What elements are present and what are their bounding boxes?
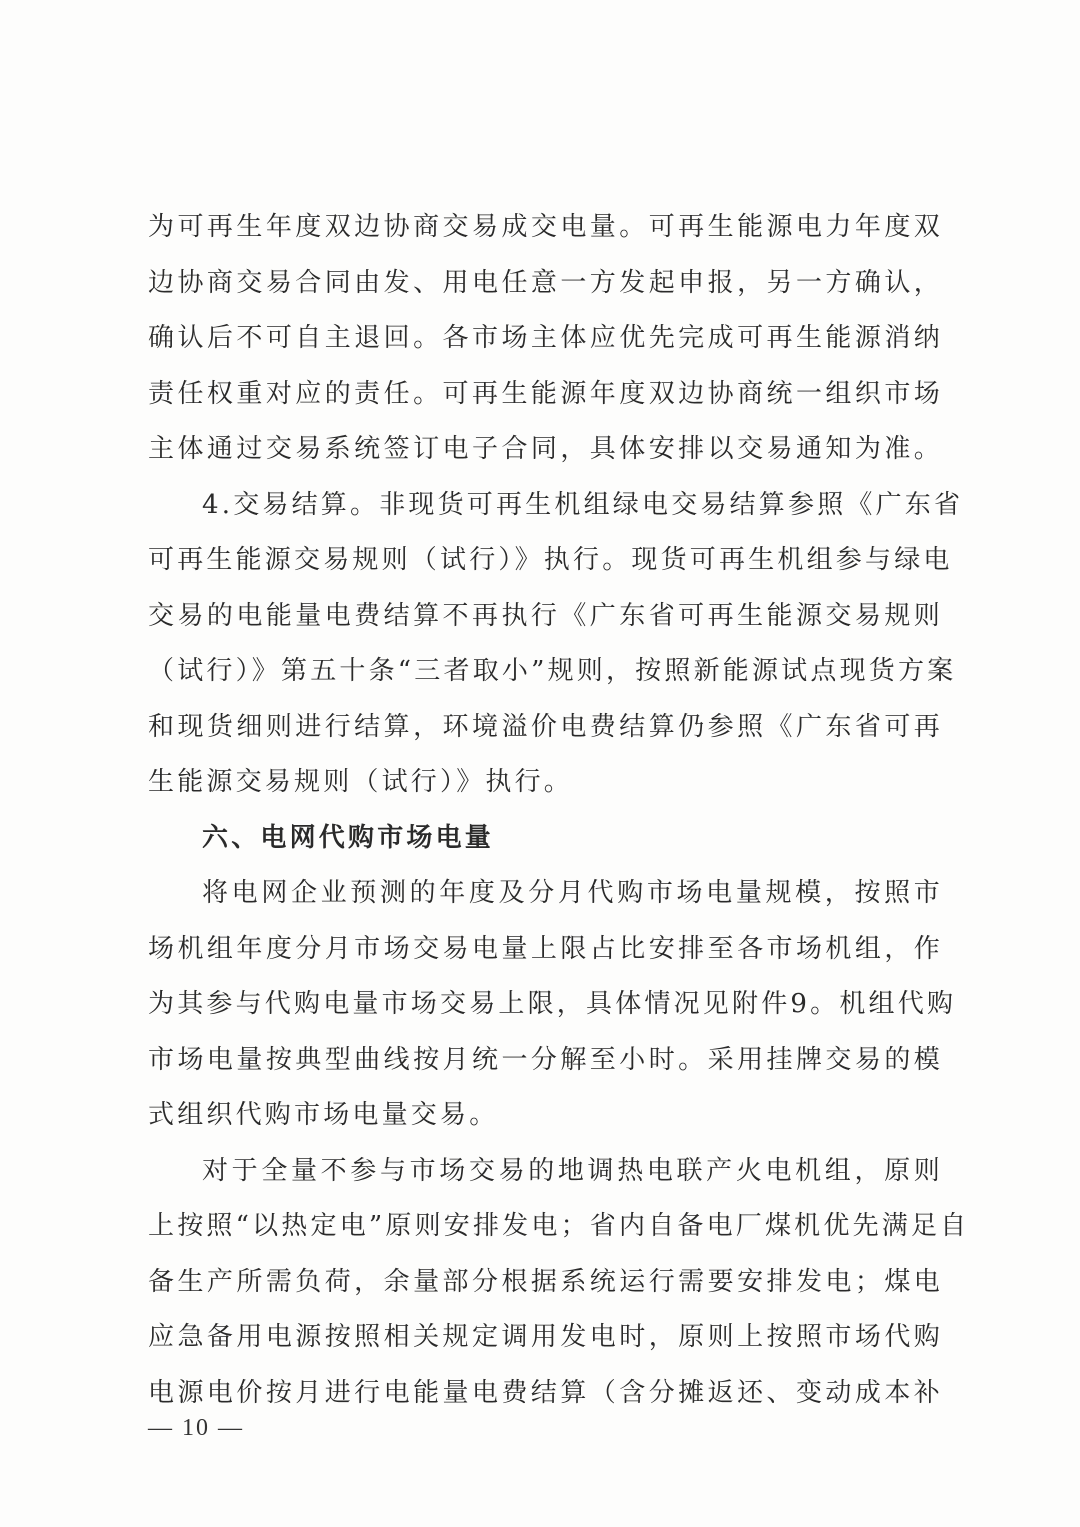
text-line: 责任权重对应的责任。可再生能源年度双边协商统一组织市场 [148,378,943,409]
text-line: 确认后不可自主退回。各市场主体应优先完成可再生能源消纳 [148,323,943,353]
text-line: 备生产所需负荷，余量部分根据系统运行需要安排发电；煤电 [148,1266,943,1297]
text-line: 为其参与代购电量市场交易上限，具体情况见附件9。机组代购 [148,989,957,1019]
section-heading: 六、电网代购市场电量 [202,822,495,853]
text-line: 和现货细则进行结算，环境溢价电费结算仍参照《广东省可再 [148,711,943,742]
text-line: 式组织代购市场电量交易。 [148,1100,499,1130]
text-line: 应急备用电源按照相关规定调用发电时，原则上按照市场代购 [148,1322,943,1352]
text-line: 上按照“以热定电”原则安排发电；省内自备电厂煤机优先满足自 [148,1211,970,1241]
document-page [148,200,970,1421]
text-line: 可再生能源交易规则（试行）》执行。现货可再生机组参与绿电 [148,545,953,575]
text-line: 主体通过交易系统签订电子合同，具体安排以交易通知为准。 [148,434,943,464]
text-line: 生能源交易规则（试行）》执行。 [148,767,574,797]
text-line: 场机组年度分月市场交易电量上限占比安排至各市场机组，作 [148,933,943,964]
text-line: 电源电价按月进行电能量电费结算（含分摊返还、变动成本补 [148,1377,943,1408]
text-line: 交易的电能量电费结算不再执行《广东省可再生能源交易规则 [148,600,943,631]
text-line: 市场电量按典型曲线按月统一分解至小时。采用挂牌交易的模 [148,1044,943,1075]
text-line: 对于全量不参与市场交易的地调热电联产火电机组，原则 [202,1155,943,1186]
text-line: 将电网企业预测的年度及分月代购市场电量规模，按照市 [202,878,943,908]
text-line: 为可再生年度双边协商交易成交电量。可再生能源电力年度双 [148,212,943,242]
text-line: 边协商交易合同由发、用电任意一方发起申报，另一方确认， [148,267,943,298]
text-line: （试行）》第五十条“三者取小”规则，按照新能源试点现货方案 [148,656,957,686]
text-line: 4.交易结算。非现货可再生机组绿电交易结算参照《广东省 [202,489,964,520]
page-number: — 10 — [148,1415,244,1441]
